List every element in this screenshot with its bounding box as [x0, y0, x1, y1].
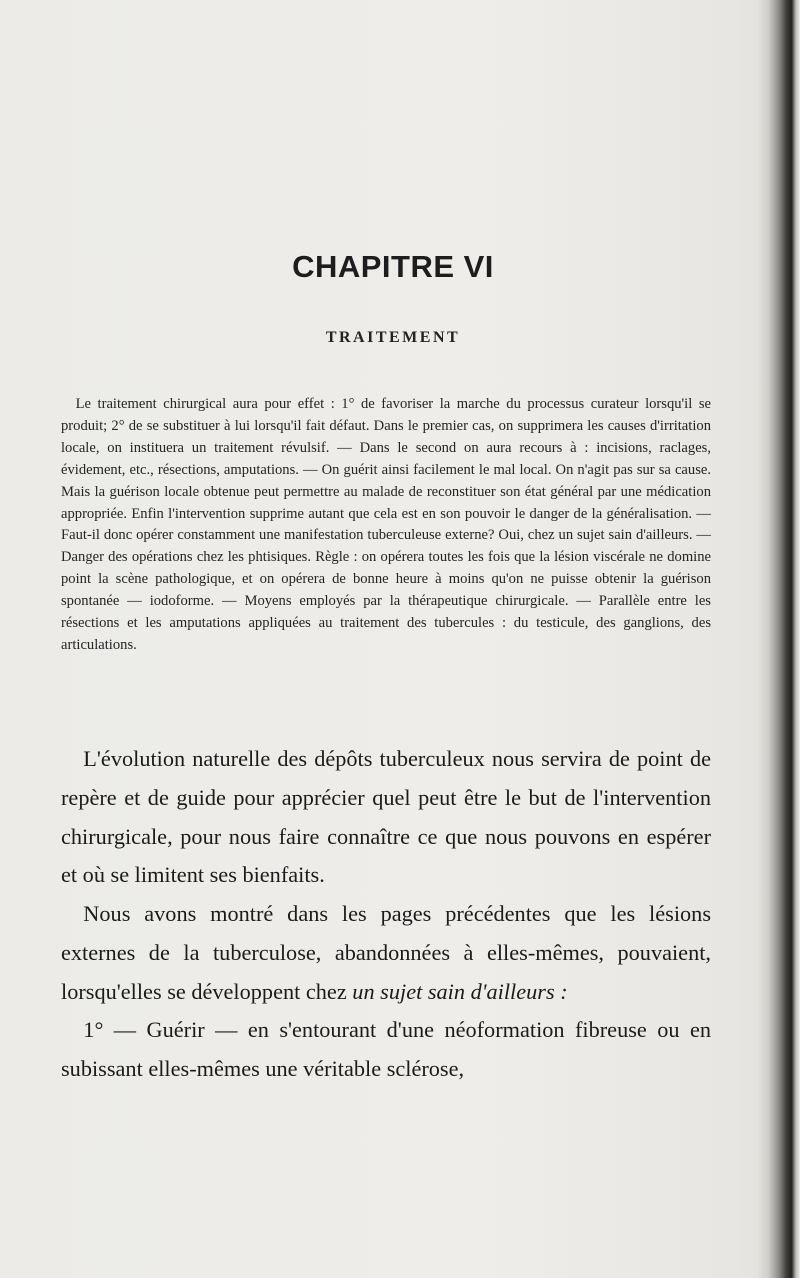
book-binding-edge — [758, 0, 800, 1278]
paragraph-evolution: L'évolution naturelle des dépôts tuberculeux nous servira de point de repère et de guide pour apprécier quel peut être le but de l'intervention chirurgicale, pour nous faire connaître ce que nous pouvons en espérer et où se limitent ses bienfaits. — [61, 746, 711, 888]
paragraph-lesions — [61, 895, 711, 1011]
paragraph-lesions-italic: un sujet sain d'ailleurs : — [352, 978, 568, 1004]
paragraph-guerir: 1° — Guérir — en s'entourant d'une néoformation fibreuse ou en subissant elles-mêmes une véritable sclérose, — [61, 1017, 711, 1081]
section-title: TRAITEMENT — [325, 329, 461, 347]
chapter-title: CHAPITRE VI — [292, 248, 494, 284]
paragraph-lesions-text: Nous avons montré dans les pages précédentes que les lésions externes de la tuberculose, abandonnées à elles-mêmes, pouvaient, lorsqu'elles se développent chez — [61, 901, 711, 1004]
chapter-summary: Le traitement chirurgical aura pour effet : 1° de favoriser la marche du processus curateur lorsqu'il se produit; 2° de se substituer à lui lorsqu'il fait défaut. Dans le premier cas, on supprimera les causes d'irritation locale, on instituera un traitement révulsif. — Dans le second on aura recours à : incisions, raclages, évidement, etc., résections, amputations. — On guérit ainsi facilement le mal local. On n'agit pas sur sa cause. Mais la guérison locale obtenue peut permettre au malade de reconstituer son état général par une médication appropriée. Enfin l'intervention supprime autant que cela est en son pouvoir le danger de la généralisation. — Faut-il donc opérer constamment une manifestation tuberculeuse externe? Oui, chez un sujet sain d'ailleurs. — Danger des opérations chez les phtisiques. Règle : on opérera toutes les fois que la lésion viscérale ne domine point la scène pathologique, et on opérera de bonne heure à moins qu'on ne puisse obtenir la guérison spontanée — iodoforme. — Moyens employés par la thérapeutique chirurgicale. — Parallèle entre les résections et les amputations appliquées au traitement des tubercules : du testicule, des ganglions, des articulations. — [61, 396, 711, 653]
